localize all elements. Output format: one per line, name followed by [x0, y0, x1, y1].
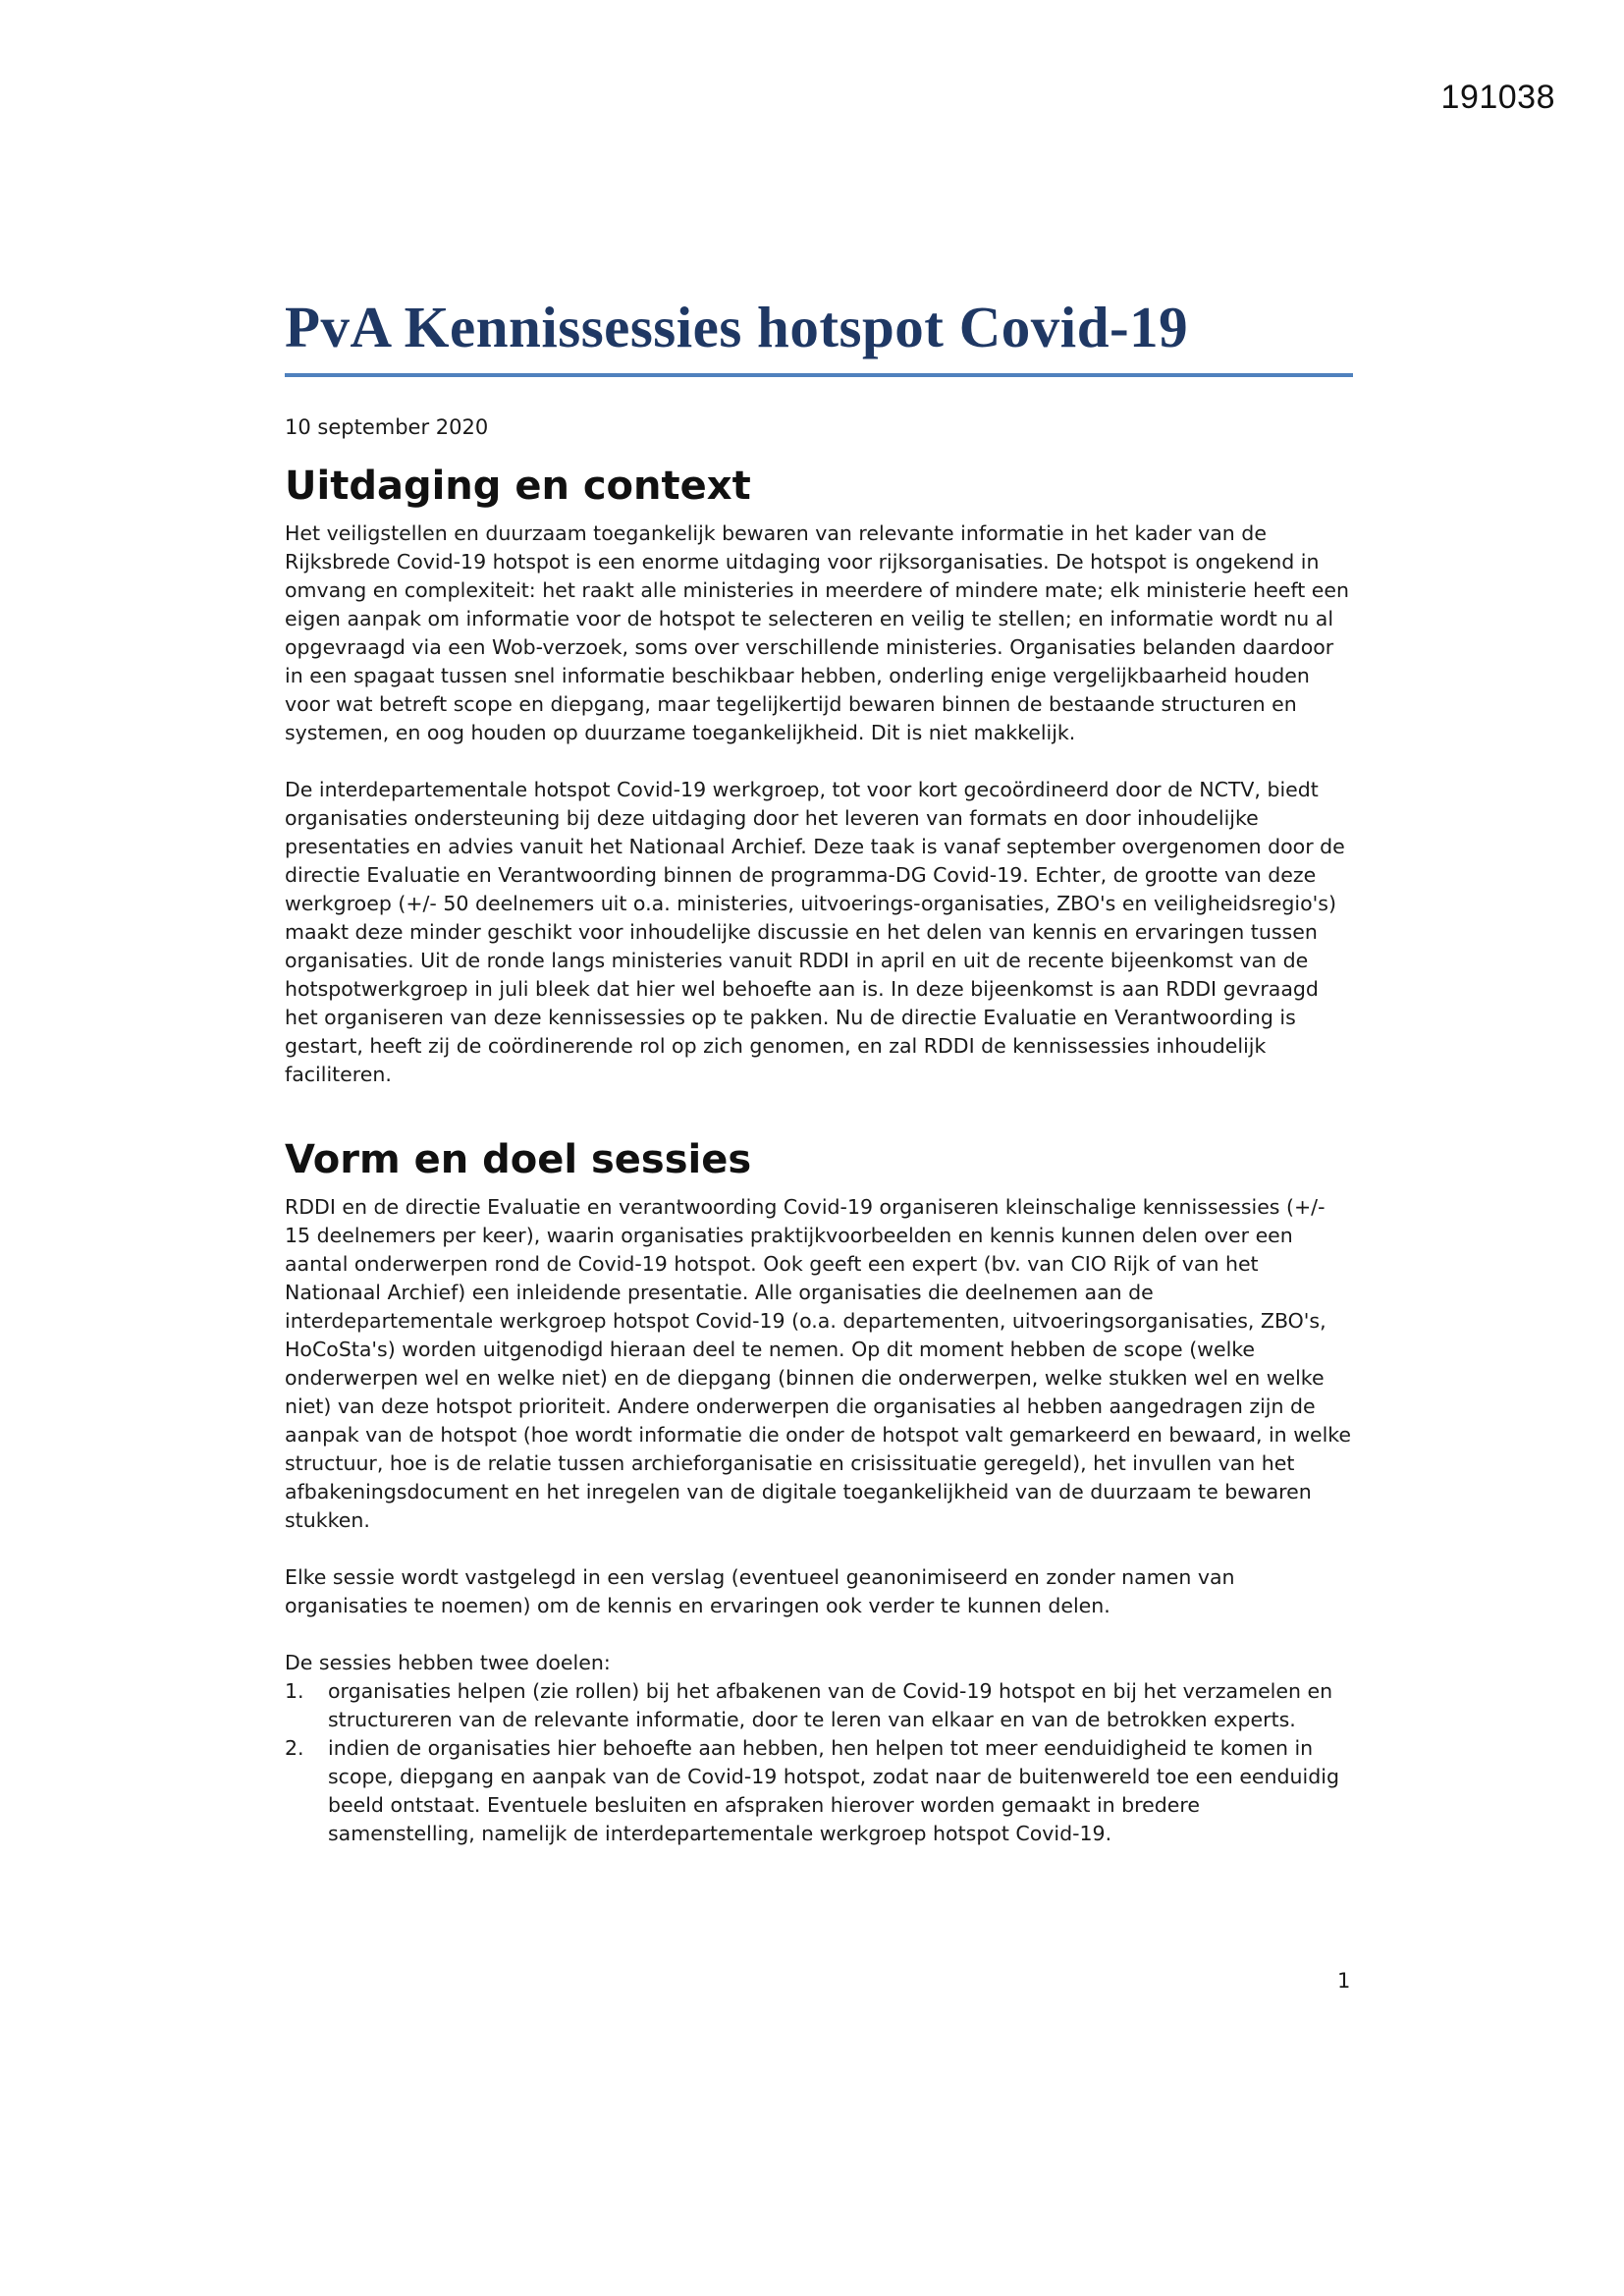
list-text: indien de organisaties hier behoefte aan hebben, hen helpen tot meer eenduidigheid te komen in scope, diepgang en aanpak van de Covid-19 hotspot, zodat naar de buitenwereld toe een eenduidig beeld ontstaat. Eventuele besluiten en afspraken hierover worden gemaakt in bredere samenstelling, namelijk de interdepartementale werkgroep hotspot Covid-19.	[328, 1736, 1339, 1846]
list-item	[285, 1677, 1353, 1734]
section-heading: Uitdaging en context	[285, 464, 751, 510]
paragraph: De sessies hebben twee doelen:	[285, 1651, 611, 1675]
section-uitdaging	[285, 463, 1353, 1089]
document-title: PvA Kennissessies hotspot Covid-19	[285, 295, 1353, 377]
goals-list	[285, 1677, 1353, 1848]
list-text: organisaties helpen (zie rollen) bij het afbakenen van de Covid-19 hotspot en bij het verzamelen en structureren van de relevante informatie, door te leren van elkaar en van de betrokken experts.	[328, 1679, 1333, 1732]
paragraph: De interdepartementale hotspot Covid-19 werkgroep, tot voor kort gecoördineerd door de NCTV, biedt organisaties ondersteuning bij deze uitdaging door het leveren van formats en door inhoudelijke presentaties en advies vanuit het Nationaal Archief. Deze taak is vanaf september overgenomen door de directie Evaluatie en Verantwoording binnen de programma-DG Covid-19. Echter, de grootte van deze werkgroep (+/- 50 deelnemers uit o.a. ministeries, uitvoerings-organisaties, ZBO's en veiligheidsregio's) maakt deze minder geschikt voor inhoudelijke discussie en het delen van kennis en ervaringen tussen organisaties. Uit de ronde langs ministeries vanuit RDDI in april en uit de recente bijeenkomst van de hotspotwerkgroep in juli bleek dat hier wel behoefte aan is. In deze bijeenkomst is aan RDDI gevraagd het organiseren van deze kennissessies op te pakken. Nu de directie Evaluatie en Verantwoording is gestart, heeft zij de coördinerende rol op zich genomen, en zal RDDI de kennissessies inhoudelijk faciliteren.	[285, 778, 1345, 1087]
section-vorm-doel	[285, 1136, 1353, 1848]
list-number: 2.	[285, 1736, 304, 1761]
document-number: 191038	[1440, 79, 1555, 116]
page-number: 1	[1337, 1969, 1351, 1993]
section-heading: Vorm en doel sessies	[285, 1137, 752, 1183]
paragraph: Het veiligstellen en duurzaam toegankelijk bewaren van relevante informatie in het kader van de Rijksbrede Covid-19 hotspot is een enorme uitdaging voor rijksorganisaties. De hotspot is ongekend in omvang en complexiteit: het raakt alle ministeries in meerdere of mindere mate; elk ministerie heeft een eigen aanpak om informatie voor de hotspot te selecteren en veilig te stellen; en informatie wordt nu al opgevraagd via een Wob-verzoek, soms over verschillende ministeries. Organisaties belanden daardoor in een spagaat tussen snel informatie beschikbaar hebben, onderling enige vergelijkbaarheid houden voor wat betreft scope en diepgang, maar tegelijkertijd bewaren binnen de bestaande structuren en systemen, en oog houden op duurzame toegankelijkheid. Dit is niet makkelijk.	[285, 521, 1350, 745]
document-date: 10 september 2020	[285, 414, 489, 439]
list-item	[285, 1734, 1353, 1848]
paragraph: Elke sessie wordt vastgelegd in een verslag (eventueel geanonimiseerd en zonder namen van organisaties te noemen) om de kennis en ervaringen ook verder te kunnen delen.	[285, 1565, 1235, 1618]
paragraph: RDDI en de directie Evaluatie en verantwoording Covid-19 organiseren kleinschalige kennissessies (+/- 15 deelnemers per keer), waarin organisaties praktijkvoorbeelden en kennis kunnen delen over een aantal onderwerpen rond de Covid-19 hotspot. Ook geeft een expert (bv. van CIO Rijk of van het Nationaal Archief) een inleidende presentatie. Alle organisaties die deelnemen aan de interdepartementale werkgroep hotspot Covid-19 (o.a. departementen, uitvoeringsorganisaties, ZBO's, HoCoSta's) worden uitgenodigd hieraan deel te nemen. Op dit moment hebben de scope (welke onderwerpen wel en welke niet) en de diepgang (binnen die onderwerpen, welke stukken wel en welke niet) van deze hotspot prioriteit. Andere onderwerpen die organisaties al hebben aangedragen zijn de aanpak van de hotspot (hoe wordt informatie die onder de hotspot valt gemarkeerd en bewaard, in welke structuur, hoe is de relatie tussen archieforganisatie en crisissituatie geregeld), het invullen van het afbakeningsdocument en het inregelen van de digitale toegankelijkheid van de duurzaam te bewaren stukken.	[285, 1195, 1352, 1533]
list-number: 1.	[285, 1679, 304, 1704]
page-content	[285, 295, 1353, 1848]
